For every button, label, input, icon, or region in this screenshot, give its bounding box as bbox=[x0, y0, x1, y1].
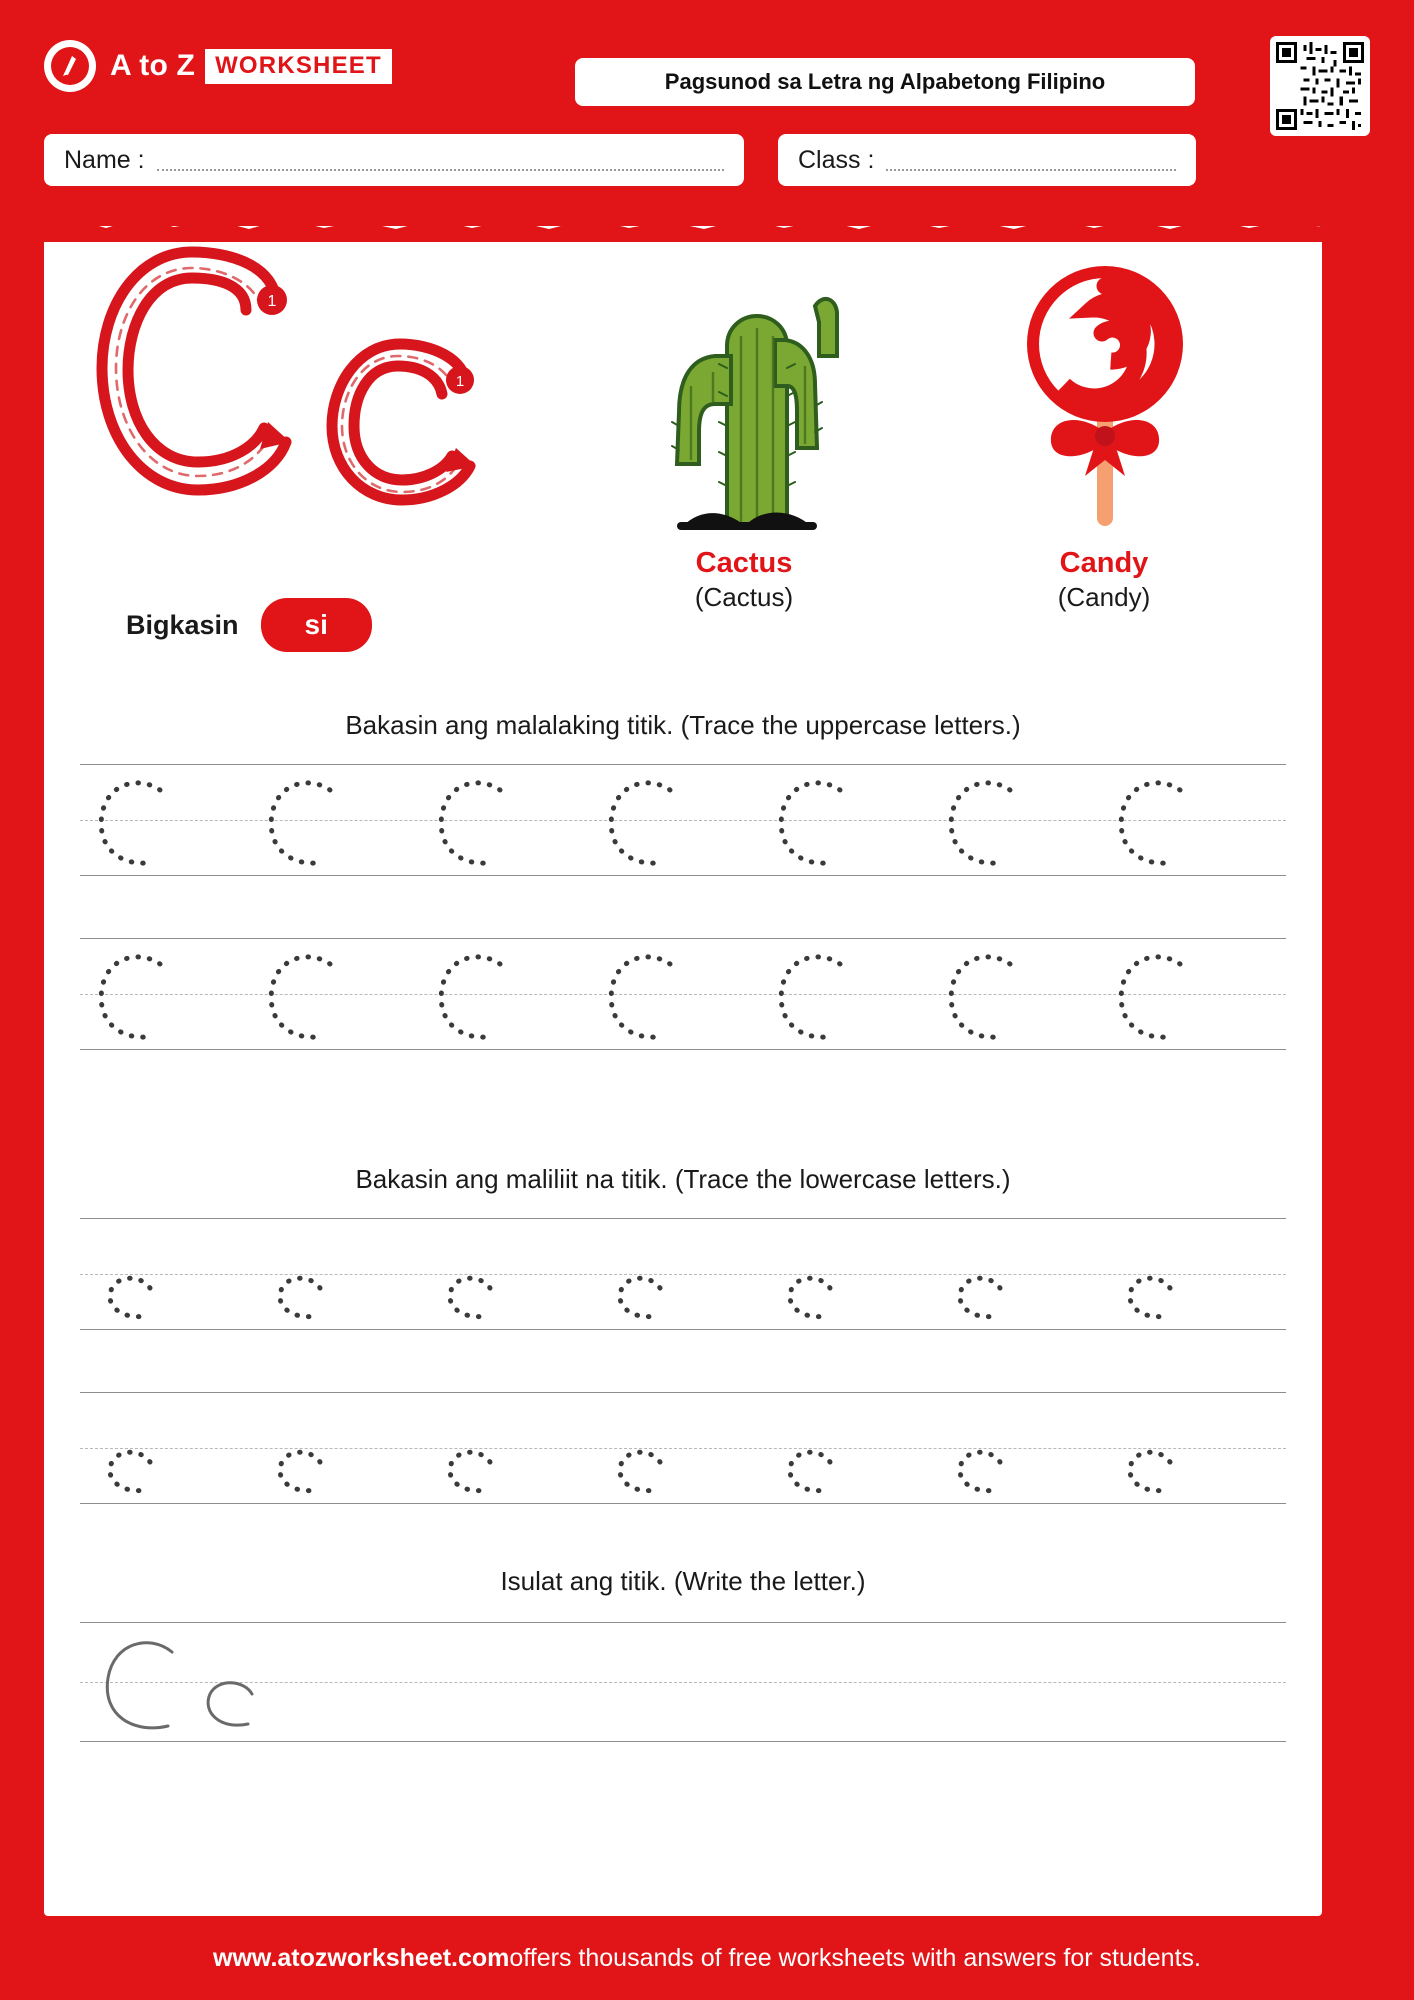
instruction-lowercase: Bakasin ang maliliit na titik. (Trace the lowercase letters.) bbox=[355, 1164, 1011, 1194]
footer-site[interactable]: www.atozworksheet.com bbox=[213, 1943, 510, 1972]
outline-letters bbox=[80, 1622, 1286, 1742]
brand-name: A to Z bbox=[110, 49, 196, 82]
name-input[interactable] bbox=[157, 149, 724, 171]
picture-candy bbox=[974, 236, 1234, 613]
trace-row-uppercase-1[interactable] bbox=[80, 764, 1286, 876]
hero-section bbox=[44, 226, 1322, 656]
page-footer bbox=[0, 1916, 1414, 2000]
svg-text:1: 1 bbox=[455, 373, 465, 390]
pronounce-badge: si bbox=[261, 598, 372, 652]
picture-candy-translation: (Candy) bbox=[1057, 582, 1151, 612]
pen-circle-icon bbox=[44, 40, 96, 92]
pronounce-row bbox=[126, 598, 372, 652]
brand bbox=[44, 40, 392, 92]
pronounce-label: Bigkasin bbox=[126, 609, 239, 640]
lollipop-candy-icon bbox=[974, 236, 1234, 541]
class-field[interactable] bbox=[778, 134, 1196, 186]
name-label: Name : bbox=[64, 145, 145, 174]
dotted-letters bbox=[80, 764, 1286, 876]
picture-cactus bbox=[614, 236, 874, 613]
trace-row-lowercase-2[interactable] bbox=[80, 1392, 1286, 1504]
instruction-write: Isulat ang titik. (Write the letter.) bbox=[500, 1566, 866, 1596]
brand-text bbox=[110, 49, 392, 84]
dotted-letters bbox=[80, 1392, 1286, 1504]
picture-cactus-name: Cactus bbox=[695, 547, 793, 579]
qr-code-icon[interactable] bbox=[1270, 36, 1370, 136]
trace-row-lowercase-1[interactable] bbox=[80, 1218, 1286, 1330]
picture-candy-name: Candy bbox=[1059, 547, 1149, 579]
instruction-uppercase: Bakasin ang malalaking titik. (Trace the uppercase letters.) bbox=[345, 710, 1021, 740]
footer-text: offers thousands of free worksheets with answers for students. bbox=[509, 1943, 1201, 1972]
name-field[interactable] bbox=[44, 134, 744, 186]
worksheet-sheet bbox=[44, 226, 1322, 1916]
brand-worksheet-tag: WORKSHEET bbox=[205, 49, 392, 84]
letter-stroke-guide bbox=[80, 246, 510, 541]
dotted-letters bbox=[80, 1218, 1286, 1330]
trace-row-uppercase-2[interactable] bbox=[80, 938, 1286, 1050]
svg-text:1: 1 bbox=[267, 293, 277, 310]
write-row[interactable] bbox=[80, 1622, 1286, 1742]
picture-cactus-translation: (Cactus) bbox=[694, 582, 794, 612]
class-label: Class : bbox=[798, 145, 875, 174]
worksheet-title: Pagsunod sa Letra ng Alpabetong Filipino bbox=[575, 58, 1195, 106]
cactus-icon bbox=[614, 236, 874, 541]
page-header bbox=[0, 0, 1414, 222]
dotted-letters bbox=[80, 938, 1286, 1050]
class-input[interactable] bbox=[886, 149, 1176, 171]
